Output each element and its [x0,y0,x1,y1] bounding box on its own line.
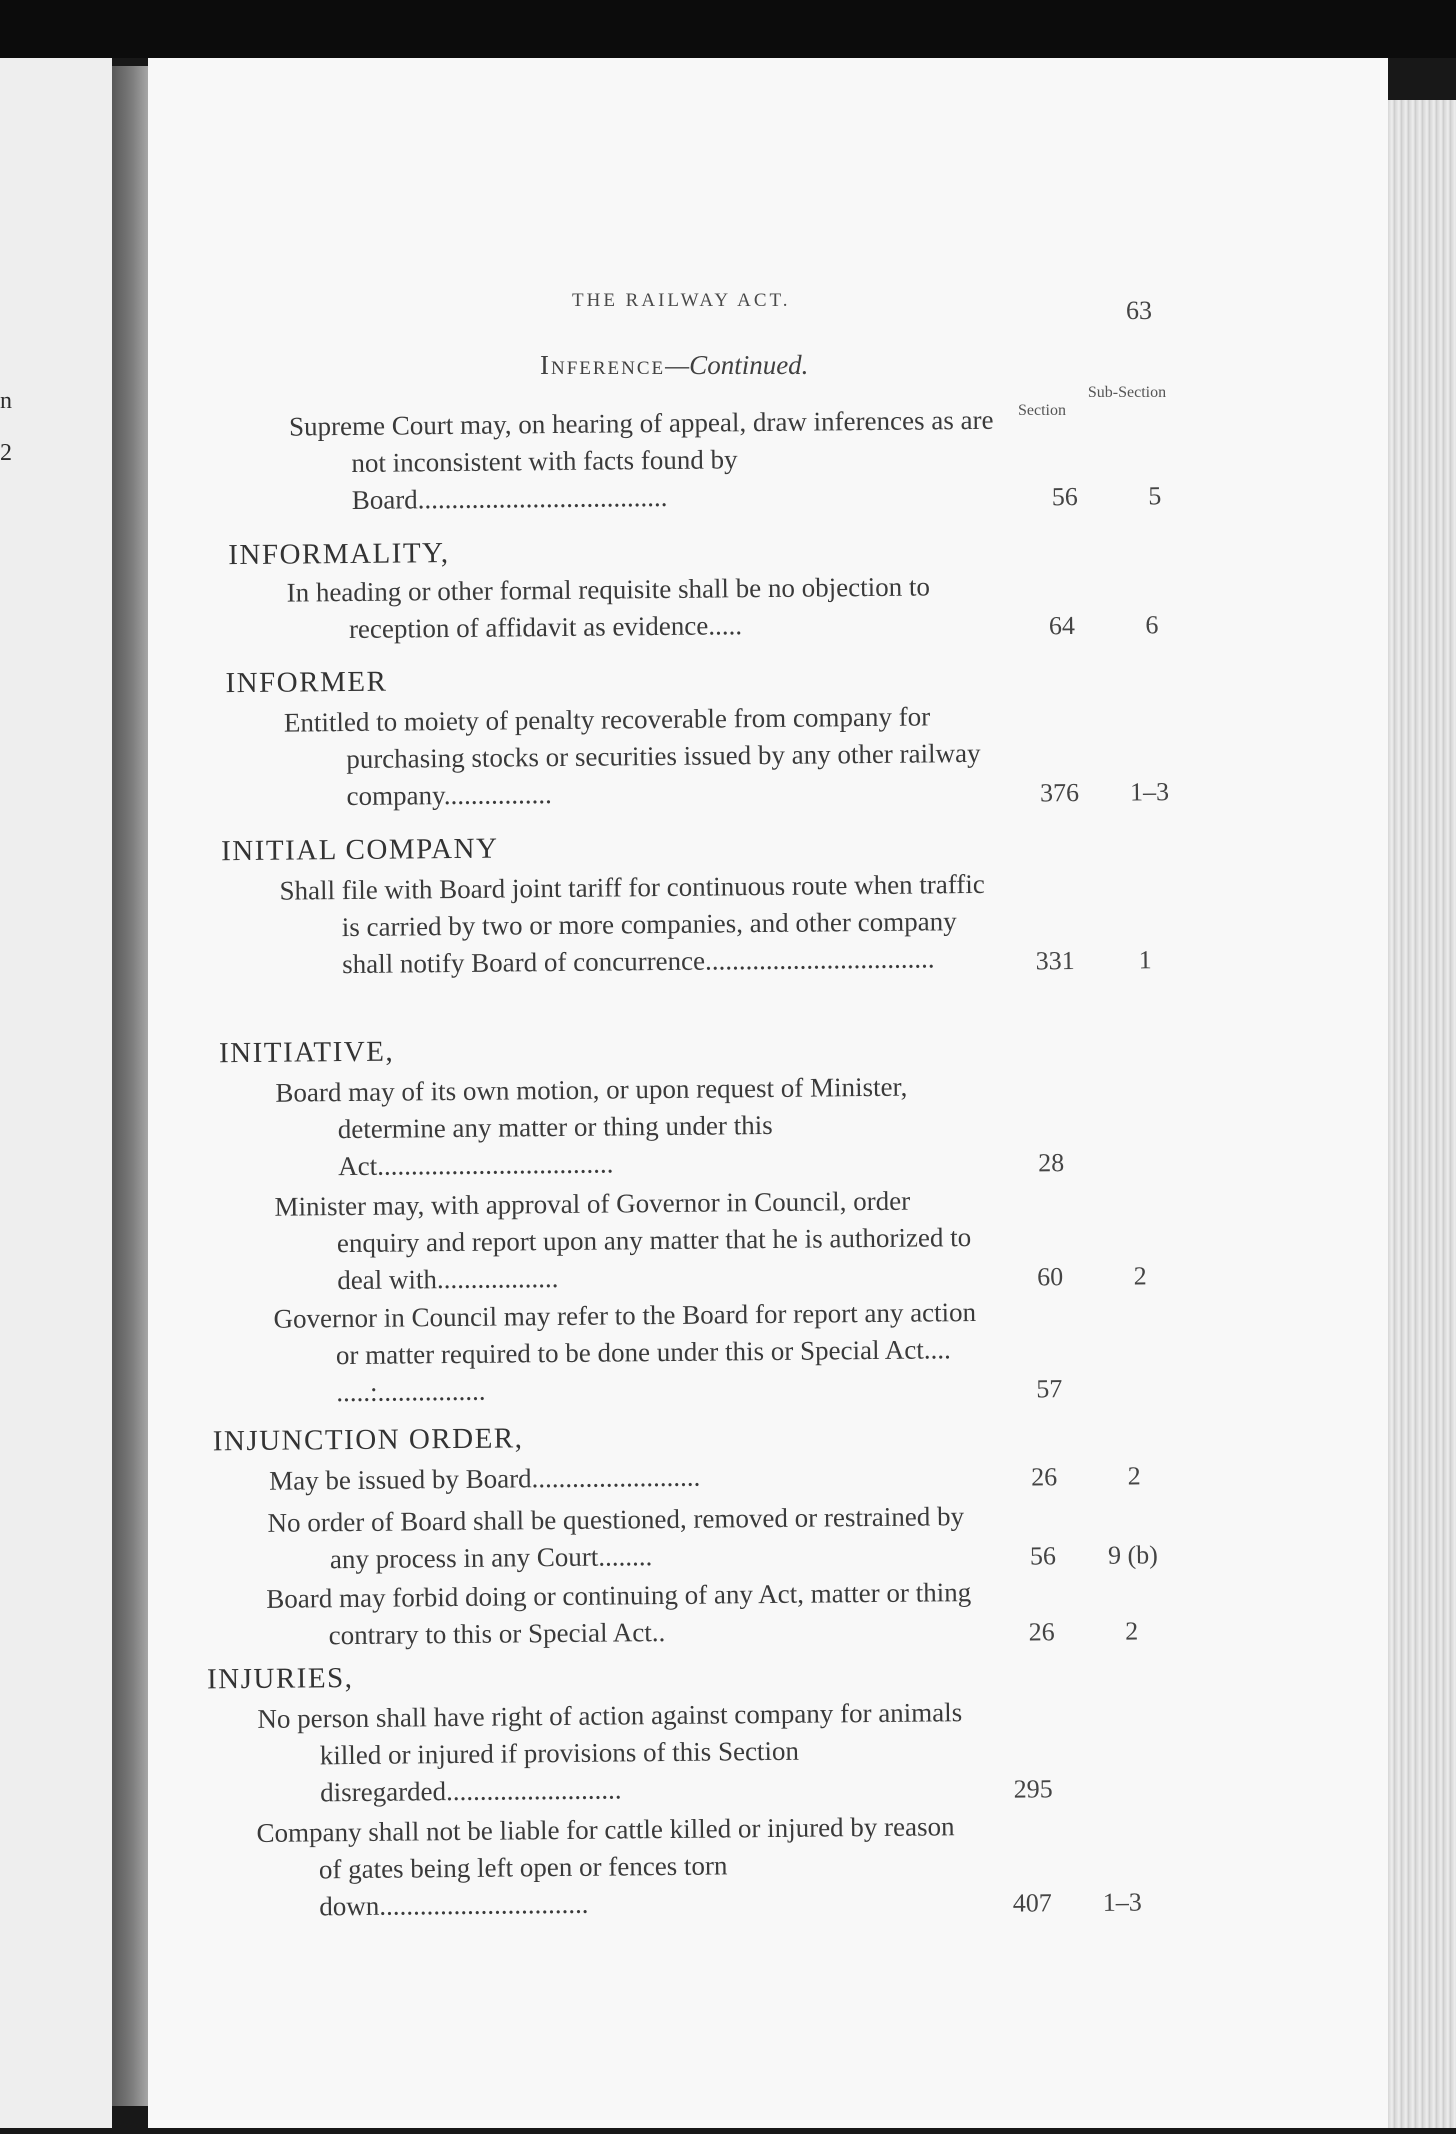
heading-injuries: INJURIES, [206,1662,354,1696]
entry-text: Company shall not be liable for cattle killed or injured by reason of gates being left open or fences torn down............................... [256,1811,955,1922]
index-entry [283,698,1170,816]
entry-subsection: 9 (b) [1107,1540,1158,1570]
entry-section: 26 [1028,1617,1055,1647]
entry-subsection: 1 [1138,945,1152,975]
entry-subsection: 2 [1124,1616,1139,1646]
left-page-fragment: 2 [0,440,12,466]
entry-section: 56 [1029,1541,1057,1571]
entry-subsection [1088,1803,1158,1804]
left-page-edge [0,58,112,2128]
heading-initial-company: INITIAL COMPANY [220,832,499,868]
entry-section: 28 [1037,1148,1065,1178]
entry-subsection [1104,1403,1174,1404]
entry-subsection: 6 [1145,610,1159,640]
entry-section: 331 [1035,946,1075,976]
heading-initiative: INITIATIVE, [218,1035,395,1070]
index-entry [257,1694,1053,1812]
index-entries [137,0,1397,2134]
running-head: THE RAILWAY ACT. [572,290,791,311]
entry-section: 407 [1012,1888,1052,1918]
entry-section: 57 [1036,1374,1063,1404]
column-label-section: Section [1018,402,1066,419]
left-page-fragment: n [0,388,12,414]
entry-section: 60 [1037,1262,1064,1292]
entry-text: Board may forbid doing or continuing of any Act, matter or thing contrary to this or Special Act.. [266,1577,972,1651]
heading-informality: INFORMALITY, [228,537,450,572]
entry-subsection: 2 [1127,1461,1141,1491]
section-heading-caps: Inference [540,350,666,380]
entry-subsection: 2 [1133,1261,1147,1291]
entry-text: Minister may, with approval of Governor in Council, order enquiry and report upon any matter that he is authorized to deal with.................. [274,1185,972,1296]
index-entry [275,1068,1065,1186]
entry-section: 295 [1013,1774,1053,1804]
entry-text: Shall file with Board joint tariff for continuous route when traffic is carried by two or more companies, and other company shall notify Board of concurrence.................................. [279,868,985,980]
entry-text: Entitled to moiety of penalty recoverable from company for purchasing stocks or securities issued by any other railway company................ [283,701,981,812]
entry-subsection [1106,1177,1176,1178]
heading-informer: INFORMER [225,665,388,700]
entry-text: May be issued by Board......................... [269,1461,701,1496]
index-entry [286,568,1159,649]
entry-text: Supreme Court may, on hearing of appeal, draw inferences as are not inconsistent with facts found by Board..................................... [288,404,994,515]
column-label-subsection: Sub-Section [1087,384,1167,401]
heading-injunction-order: INJUNCTION ORDER, [212,1422,524,1458]
index-entry [279,866,1152,984]
entry-section: 56 [1051,481,1078,512]
section-heading-continued: —Continued. [665,350,809,380]
entry-section: 64 [1048,611,1076,641]
entry-section: 26 [1031,1462,1058,1492]
entry-text: No person shall have right of action against company for animals killed or injured if provisions of this Section disregarded.......................... [257,1697,963,1808]
entry-subsection: 1–3 [1129,777,1170,807]
entry-text: No order of Board shall be questioned, removed or restrained by any process in any Court........ [267,1501,965,1575]
entry-subsection: 5 [1148,481,1162,511]
index-entry [266,1574,1139,1655]
index-entry [256,1808,1142,1926]
index-entry [269,1456,1141,1500]
page-number: 63 [1126,296,1152,325]
page-stack-edge [1388,100,1456,2128]
entry-subsection: 1–3 [1102,1887,1142,1917]
entry-text: Governor in Council may refer to the Board for report any action or matter required to be done under this or Special Act.... .....:................ [273,1297,977,1408]
index-entry [267,1498,1158,1579]
index-entry [273,1294,1063,1412]
entry-text: In heading or other formal requisite shall be no objection to reception of affidavit as evidence..... [286,571,931,644]
entry-section: 376 [1039,777,1080,808]
entry-text: Board may of its own motion, or upon request of Minister, determine any matter or thing under this Act................................... [275,1071,908,1182]
index-entry [274,1182,1147,1300]
